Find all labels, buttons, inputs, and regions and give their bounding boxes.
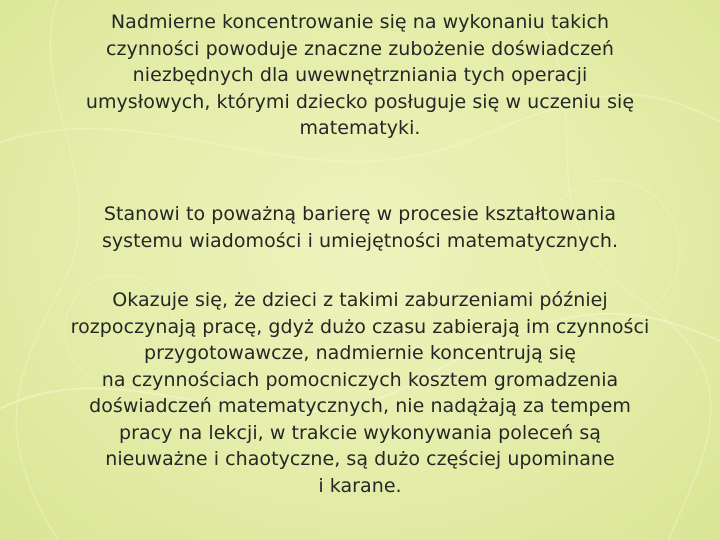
paragraph-line: i karane. [318,474,402,497]
paragraph-line: doświadczeń matematycznych, nie nadążają za tempem [89,395,631,417]
paragraph-line: Nadmierne koncentrowanie się na wykonaniu takich [110,11,610,33]
paragraph-line: przygotowawcze, nadmiernie koncentrują się [144,342,576,364]
paragraph-1 [0,9,720,142]
paragraph-line: czynności powoduje znaczne zubożenie doświadczeń [106,37,614,60]
paragraph-line: Okazuje się, że dzieci z takimi zaburzeniami później [112,289,608,311]
paragraph-2 [0,201,720,254]
paragraph-line: matematyki. [299,117,421,139]
paragraph-line: umysłowych, którymi dziecko posługuje się w uczeniu się [85,90,635,113]
paragraph-line: nieuważne i chaotyczne, są dużo częściej upominane [105,448,615,470]
paragraph-line: pracy na lekcji, w trakcie wykonywania poleceń są [118,421,602,444]
paragraph-line: systemu wiadomości i umiejętności matematycznych. [101,229,619,252]
paragraph-line: rozpoczynają pracę, gdyż dużo czasu zabierają im czynności [70,315,650,338]
paragraph-line: niezbędnych dla uwewnętrzniania tych operacji [132,64,588,86]
paragraph-line: Stanowi to poważną barierę w procesie kształtowania [103,203,617,225]
paragraph-3 [0,287,720,499]
paragraph-line: na czynnościach pomocniczych kosztem gromadzenia [101,368,619,391]
